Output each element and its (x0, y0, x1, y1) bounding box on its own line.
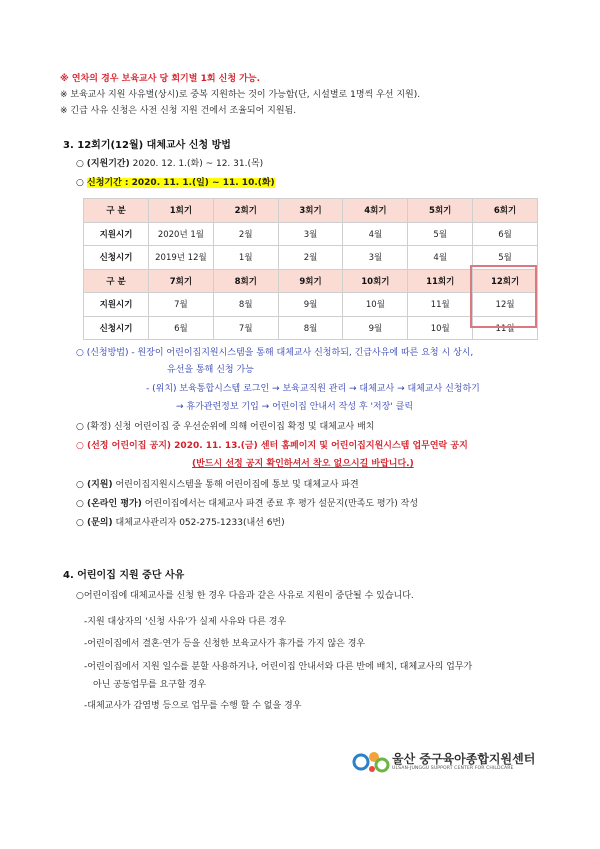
note-duplicate-support: ※ 보육교사 지원 사유별(상시)로 중복 지원하는 것이 가능함(단, 시설별로 1명씩 우선 지원). (60, 90, 421, 100)
section3-title: 3. 12회기(12월) 대체교사 신청 방법 (63, 140, 231, 151)
table-row (84, 222, 538, 246)
method-line-1: ○ (신청방법) - 원장이 어린이집지원시스템을 통해 대체교사 신청하되, 긴급사유에 따른 요청 시 상시, (76, 348, 474, 358)
table-cell: 12회기 (473, 269, 538, 293)
reason-2: -어린이집에서 결혼·연가 등을 신청한 보육교사가 휴가를 가지 않은 경우 (84, 639, 366, 649)
method-line-2: 유선을 통해 신청 가능 (167, 365, 254, 375)
table-cell: 10월 (343, 293, 408, 317)
table-cell: 11월 (473, 316, 538, 340)
table-cell: 3회기 (278, 199, 343, 223)
table-cell: 9회기 (278, 269, 343, 293)
confirm-line: ○ (확정) 신청 어린이집 중 우선순위에 의해 어린이집 확정 및 대체교사 배치 (76, 422, 375, 432)
table-cell: 8회기 (213, 269, 278, 293)
table-cell: 5회기 (408, 199, 473, 223)
table-cell: 7월 (149, 293, 214, 317)
table-cell: 6회기 (473, 199, 538, 223)
table-cell: 4월 (343, 222, 408, 246)
reason-1: -지원 대상자의 '신청 사유'가 실제 사유와 다른 경우 (84, 617, 287, 627)
center-name: 울산 중구육아종합지원센터 (392, 752, 536, 766)
note-annual-leave: ※ 연차의 경우 보육교사 당 회기별 1회 신청 가능. (60, 74, 260, 84)
table-cell: 구 분 (84, 199, 149, 223)
table-cell: 7회기 (149, 269, 214, 293)
center-name-english: ULSAN-JUNGGU SUPPORT CENTER FOR CHILDCARE (392, 766, 514, 771)
table-cell: 2월 (278, 246, 343, 270)
contact-text: 대체교사관리자 052-275-1233(내선 6번) (112, 518, 285, 528)
reason-3a: -어린이집에서 지원 일수를 분할 사용하거나, 어린이집 안내서와 다른 반에 배치, 대체교사의 업무가 (84, 662, 473, 672)
table-cell: 5월 (408, 222, 473, 246)
table-cell: 10월 (408, 316, 473, 340)
reason-4: -대체교사가 감염병 등으로 업무를 수행 할 수 없을 경우 (84, 701, 302, 711)
table-cell: 5월 (473, 246, 538, 270)
table-cell: 2019년 12월 (149, 246, 214, 270)
reason-3b: 아닌 공동업무를 요구할 경우 (93, 680, 206, 690)
table-cell: 4회기 (343, 199, 408, 223)
support-period-value: 2020. 12. 1.(화) ~ 12. 31.(목) (132, 159, 264, 169)
evaluation-text: 어린이집에서는 대체교사 파견 종료 후 평가 설문지(만족도 평가) 작성 (141, 499, 419, 509)
notice-line-2: (반드시 선정 공지 확인하셔서 착오 없으시길 바랍니다.) (192, 459, 414, 469)
table-cell: 6월 (149, 316, 214, 340)
support-period: ○ (지원기간) 2020. 12. 1.(화) ~ 12. 31.(목) (76, 159, 264, 169)
support-label: ○ (지원) (76, 480, 113, 490)
center-logo-icon (352, 748, 392, 776)
section4-intro: ○어린이집에 대체교사를 신청 한 경우 다음과 같은 사유로 지원이 중단될 수 있습니다. (76, 591, 414, 601)
table-cell: 8월 (278, 316, 343, 340)
table-cell: 신청시기 (84, 246, 149, 270)
table-cell: 3월 (278, 222, 343, 246)
table-cell: 1월 (213, 246, 278, 270)
contact-line (76, 515, 285, 528)
table-cell: 신청시기 (84, 316, 149, 340)
table-cell: 3월 (343, 246, 408, 270)
apply-period-text: 신청기간 : 2020. 11. 1.(일) ~ 11. 10.(화) (87, 178, 275, 188)
table-cell: 12월 (473, 293, 538, 317)
table-cell: 10회기 (343, 269, 408, 293)
table-row (84, 199, 538, 223)
contact-label: ○ (문의) (76, 518, 113, 528)
table-cell: 지원시기 (84, 293, 149, 317)
table-cell: 9월 (278, 293, 343, 317)
table-cell: 2월 (213, 222, 278, 246)
evaluation-line (76, 496, 418, 509)
table-cell: 2020년 1월 (149, 222, 214, 246)
highlight-12th-session-box (470, 265, 537, 328)
method-line-3: - (위치) 보육통합시스템 로그인 → 보육교직원 관리 → 대체교사 → 대체교사 신청하기 (146, 384, 480, 394)
table-cell: 2회기 (213, 199, 278, 223)
support-period-label: (지원기간) (86, 159, 130, 169)
table-cell: 11회기 (408, 269, 473, 293)
table-cell: 4월 (408, 246, 473, 270)
notice-line-1: ○ (선정 어린이집 공지) 2020. 11. 13.(금) 센터 홈페이지 및 어린이집지원시스템 업무연락 공지 (76, 441, 468, 451)
table-cell: 8월 (213, 293, 278, 317)
table-cell: 1회기 (149, 199, 214, 223)
apply-period: ○ 신청기간 : 2020. 11. 1.(일) ~ 11. 10.(화) (76, 178, 275, 188)
table-cell: 7월 (213, 316, 278, 340)
section4-title: 4. 어린이집 지원 중단 사유 (63, 570, 185, 581)
support-text: 어린이집지원시스템을 통해 어린이집에 통보 및 대체교사 파견 (112, 480, 359, 490)
table-cell: 지원시기 (84, 222, 149, 246)
method-line-4: → 휴가관련정보 기입 → 어린이집 안내서 작성 후 '저장' 클릭 (176, 402, 414, 412)
support-line (76, 477, 359, 490)
evaluation-label: ○ (온라인 평가) (76, 499, 142, 509)
note-urgent: ※ 긴급 사유 신청은 사전 신청 지원 건에서 조율되어 지원됨. (60, 106, 297, 116)
table-cell: 6월 (473, 222, 538, 246)
table-cell: 9월 (343, 316, 408, 340)
table-cell: 11월 (408, 293, 473, 317)
table-cell: 구 분 (84, 269, 149, 293)
